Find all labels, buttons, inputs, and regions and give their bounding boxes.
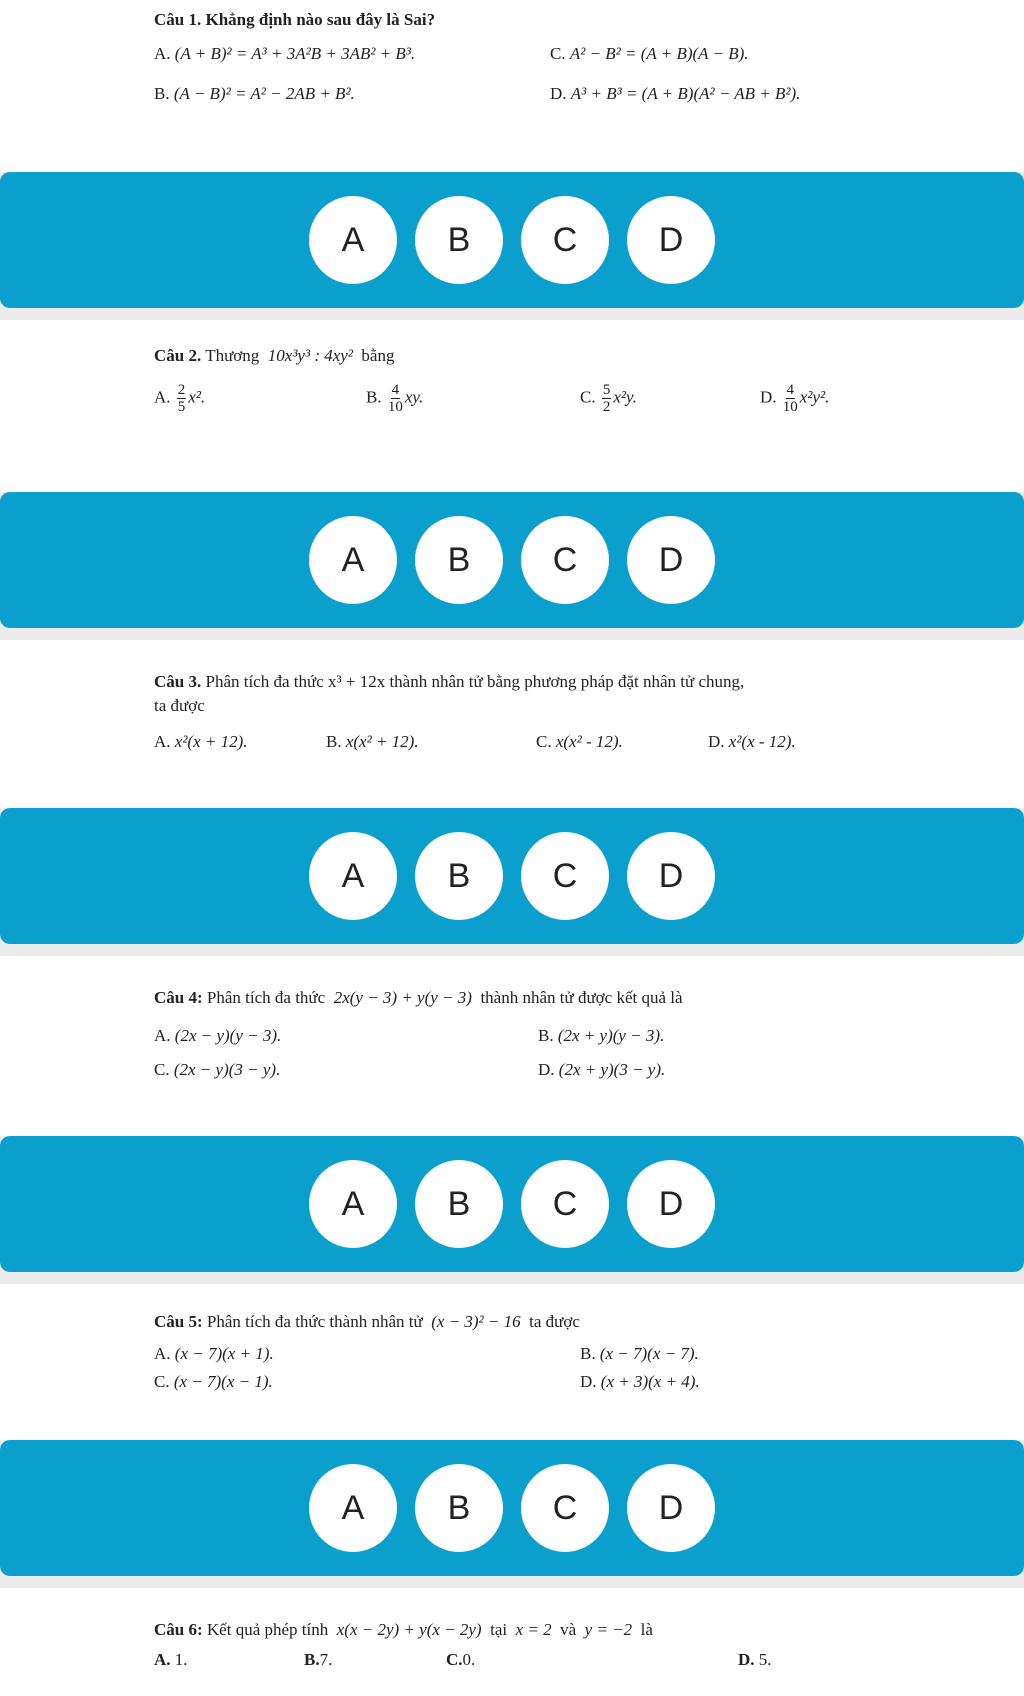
question-2-stem: Câu 2. Thương 10x³y³ : 4xy² bằng: [154, 346, 395, 365]
question-label: Câu 3.: [154, 672, 202, 691]
answer-c-button[interactable]: C: [521, 1464, 609, 1552]
answer-d-button[interactable]: D: [627, 1464, 715, 1552]
answer-a-button[interactable]: A: [309, 516, 397, 604]
q6-option-b: B.7.: [304, 1650, 333, 1669]
q2-option-c: C. $\frac{5}{2}$ x²y.: [580, 382, 637, 415]
question-label: Câu 2.: [154, 346, 202, 365]
q5-option-d: D. (x + 3)(x + 4).: [580, 1372, 700, 1391]
question-label: Câu 6:: [154, 1620, 203, 1639]
q1-option-b: B. (A − B)² = A² − 2AB + B².: [154, 84, 355, 103]
question-3-stem-line1: Câu 3. Phân tích đa thức x³ + 12x thành nhân tử bằng phương pháp đặt nhân tử chung,: [154, 672, 745, 691]
q2-option-d: D. $\frac{4}{10}$ x²y².: [760, 382, 830, 415]
answer-bar-1: [0, 172, 1024, 308]
answer-c-button[interactable]: C: [521, 832, 609, 920]
answer-b-button[interactable]: B: [415, 1464, 503, 1552]
answer-d-button[interactable]: D: [627, 1160, 715, 1248]
q5-option-c: C. (x − 7)(x − 1).: [154, 1372, 273, 1391]
answer-bar-3: [0, 808, 1024, 944]
answer-b-button[interactable]: B: [415, 832, 503, 920]
answer-b-button[interactable]: B: [415, 1160, 503, 1248]
question-label: Câu 5:: [154, 1312, 203, 1331]
question-card-4: [0, 956, 1024, 1136]
q5-option-b: B. (x − 7)(x − 7).: [580, 1344, 699, 1363]
question-card-2: [0, 320, 1024, 492]
question-label: Câu 4:: [154, 988, 203, 1007]
answer-bar-2: [0, 492, 1024, 628]
q5-option-a: A. (x − 7)(x + 1).: [154, 1344, 274, 1363]
answer-b-button[interactable]: B: [415, 196, 503, 284]
q3-option-a: A. x²(x + 12).: [154, 732, 248, 751]
question-label: Câu 1.: [154, 10, 202, 29]
answer-c-button[interactable]: C: [521, 516, 609, 604]
q2-option-a: A. $\frac{2}{5}$ x².: [154, 382, 206, 415]
answer-bar-5: [0, 1440, 1024, 1576]
question-card-6: [0, 1588, 1024, 1696]
q6-option-d: D. 5.: [738, 1650, 772, 1669]
question-3-stem-line2: ta được: [154, 696, 205, 715]
question-1-stem: [154, 10, 435, 30]
question-card-5: [0, 1284, 1024, 1440]
q4-option-a: A. (2x − y)(y − 3).: [154, 1026, 282, 1045]
q1-option-c: C. A² − B² = (A + B)(A − B).: [550, 44, 749, 63]
answer-a-button[interactable]: A: [309, 832, 397, 920]
q4-option-c: C. (2x − y)(3 − y).: [154, 1060, 281, 1079]
q6-option-a: A. 1.: [154, 1650, 188, 1669]
q4-option-b: B. (2x + y)(y − 3).: [538, 1026, 665, 1045]
q6-option-c: C.0.: [446, 1650, 476, 1669]
answer-c-button[interactable]: C: [521, 1160, 609, 1248]
answer-b-button[interactable]: B: [415, 516, 503, 604]
answer-c-button[interactable]: C: [521, 196, 609, 284]
answer-d-button[interactable]: D: [627, 196, 715, 284]
question-card-1: [0, 0, 1024, 172]
answer-a-button[interactable]: A: [309, 1464, 397, 1552]
question-card-3: [0, 640, 1024, 808]
q1-option-d: D. A³ + B³ = (A + B)(A² − AB + B²).: [550, 84, 801, 103]
answer-d-button[interactable]: D: [627, 516, 715, 604]
answer-bar-4: [0, 1136, 1024, 1272]
answer-a-button[interactable]: A: [309, 196, 397, 284]
answer-d-button[interactable]: D: [627, 832, 715, 920]
question-5-stem: Câu 5: Phân tích đa thức thành nhân tử (x − 3)² − 16 ta được: [154, 1312, 580, 1331]
q1-option-a: A. (A + B)² = A³ + 3A²B + 3AB² + B³.: [154, 44, 416, 63]
q3-option-b: B. x(x² + 12).: [326, 732, 419, 751]
question-4-stem: Câu 4: Phân tích đa thức 2x(y − 3) + y(y − 3) thành nhân tử được kết quả là: [154, 988, 683, 1007]
q3-option-c: C. x(x² - 12).: [536, 732, 623, 751]
q4-option-d: D. (2x + y)(3 − y).: [538, 1060, 666, 1079]
question-6-stem: Câu 6: Kết quả phép tính x(x − 2y) + y(x − 2y) tại x = 2 và y = −2 là: [154, 1620, 653, 1639]
question-text: Khẳng định nào sau đây là Sai?: [205, 10, 436, 29]
q2-option-b: B. $\frac{4}{10}$ xy.: [366, 382, 424, 415]
answer-a-button[interactable]: A: [309, 1160, 397, 1248]
q3-option-d: D. x²(x - 12).: [708, 732, 796, 751]
